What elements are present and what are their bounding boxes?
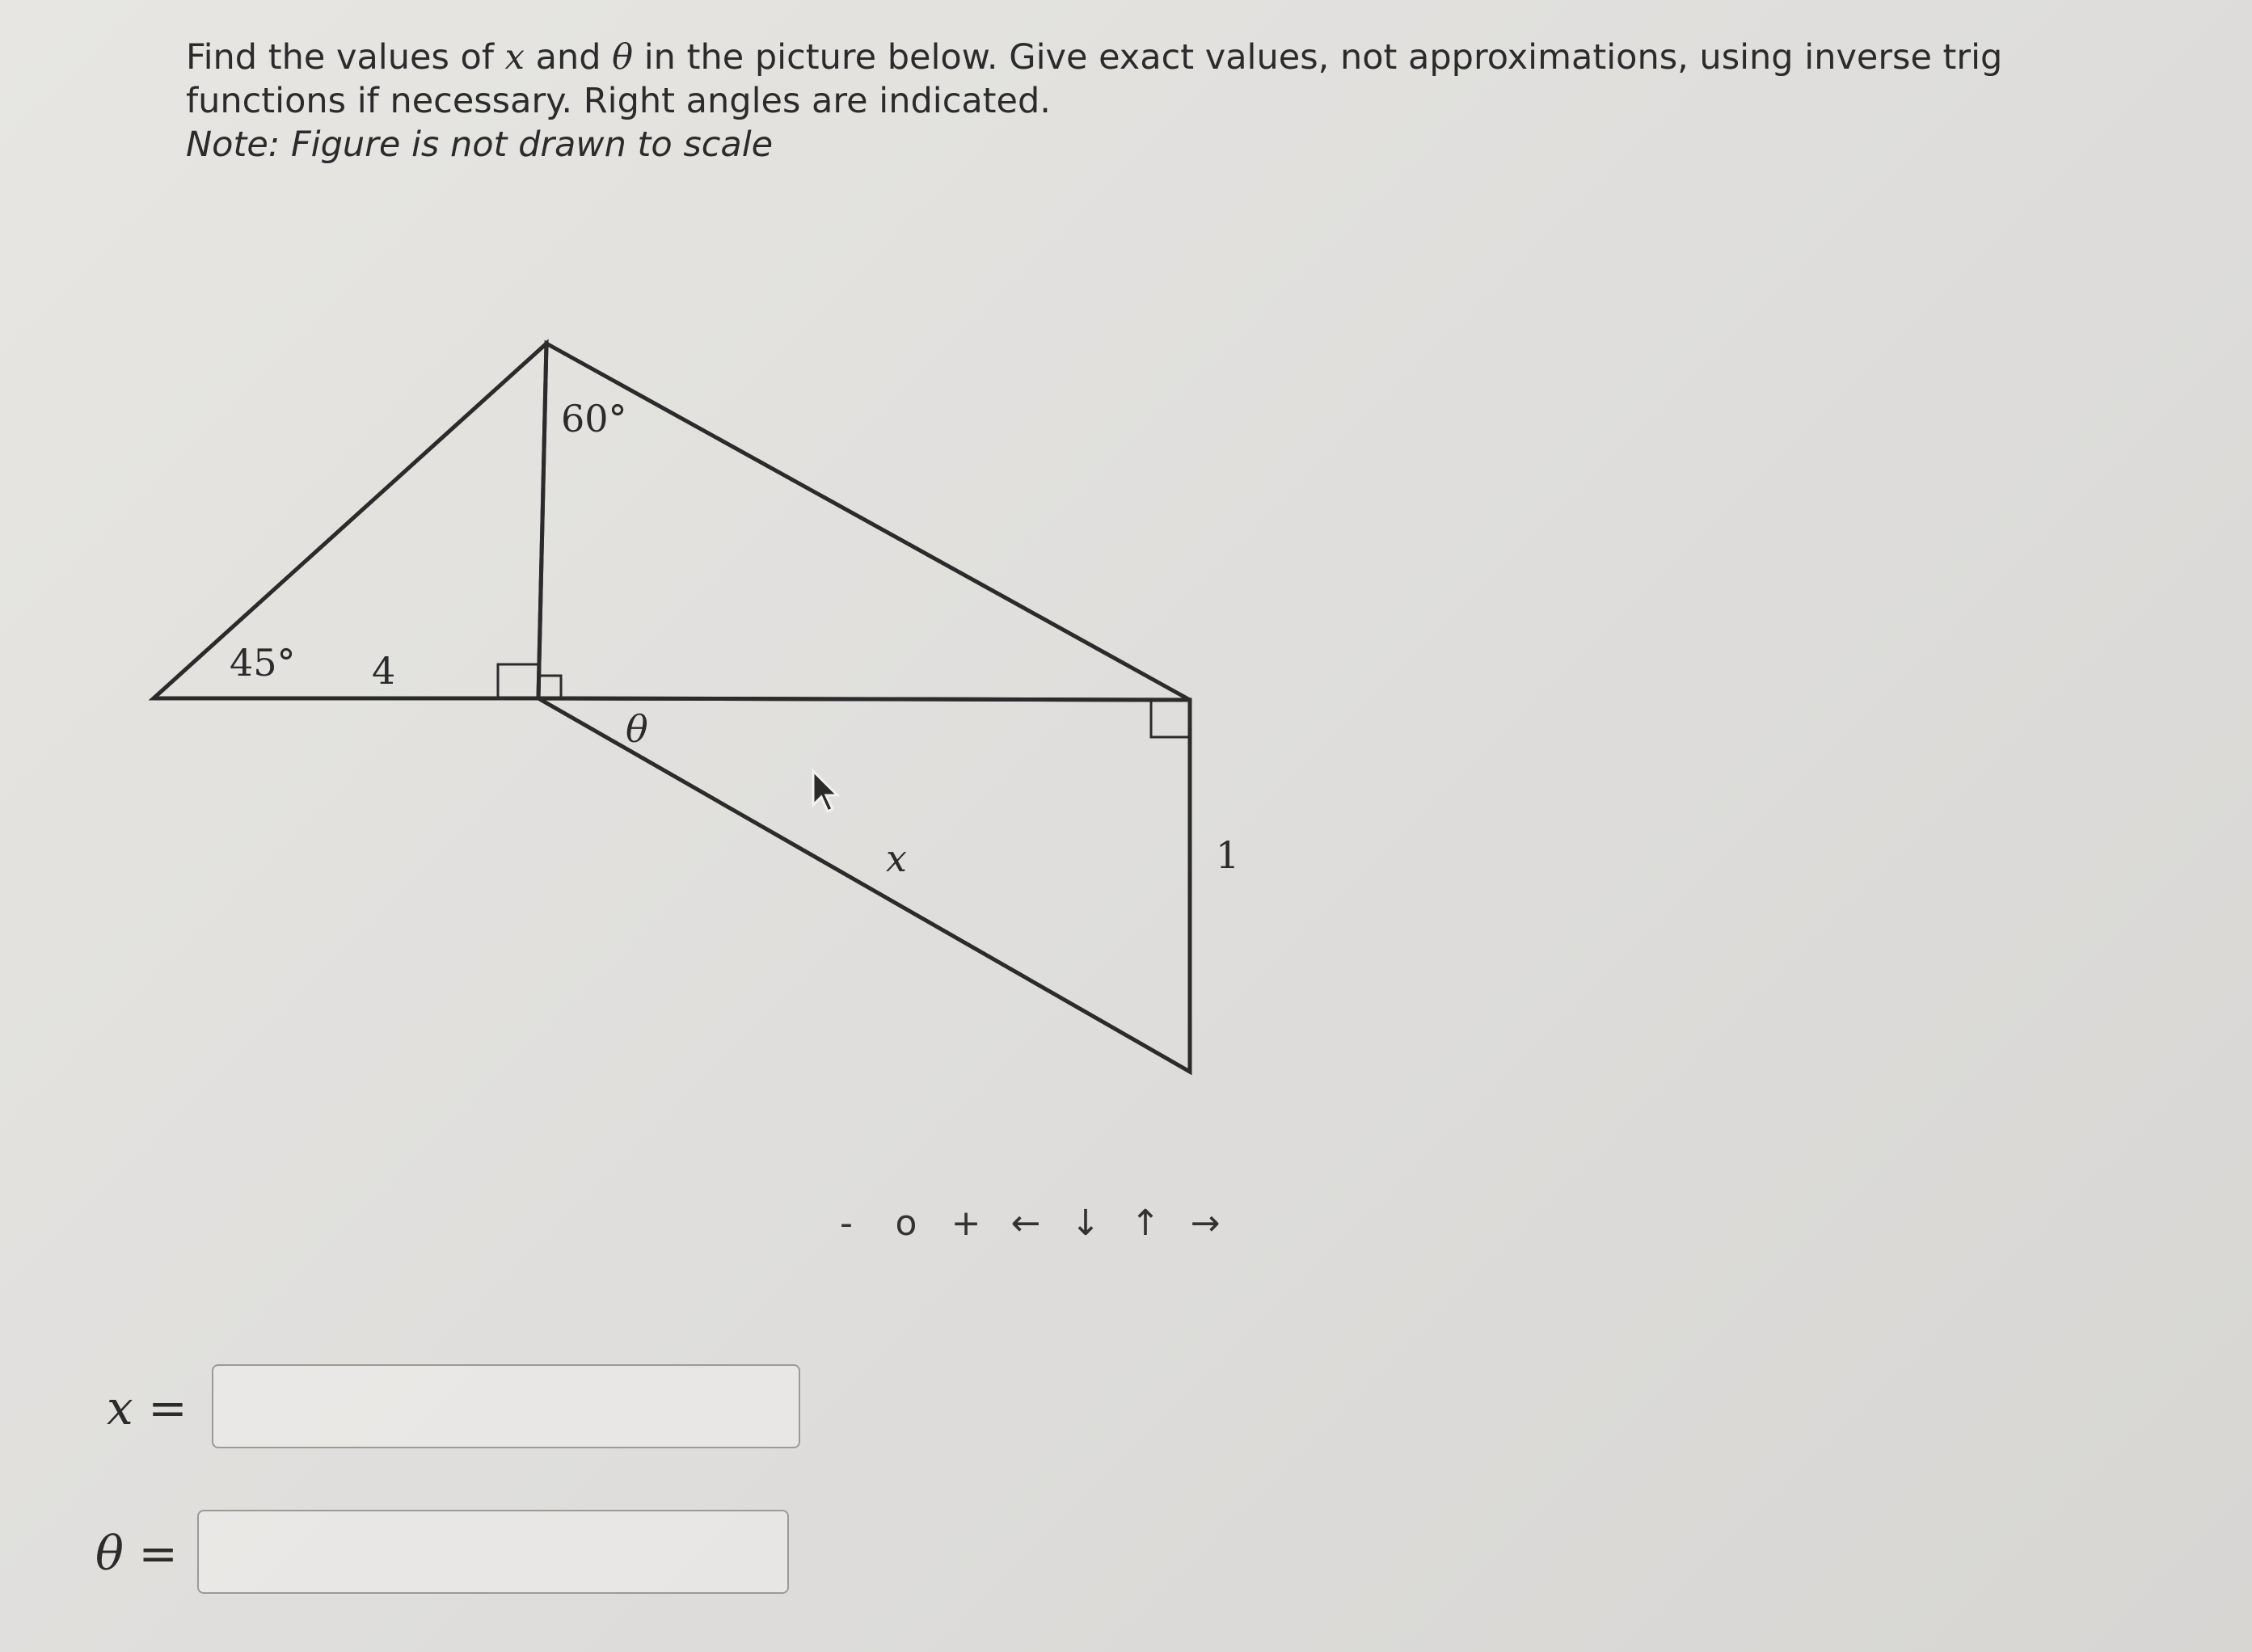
x-answer-var: x xyxy=(107,1380,133,1435)
theta-answer-var: θ xyxy=(95,1526,124,1581)
pan-right-button[interactable]: → xyxy=(1190,1202,1221,1244)
theta-answer-input[interactable] xyxy=(197,1510,789,1594)
prompt-text: and xyxy=(524,37,613,78)
prompt-note: Note: Figure is not drawn to scale xyxy=(186,124,774,165)
right-angle-mark-left xyxy=(498,664,538,698)
side-4-label: 4 xyxy=(372,649,396,693)
zoom-in-button[interactable]: + xyxy=(951,1202,981,1244)
pan-up-button[interactable]: ↑ xyxy=(1130,1202,1161,1244)
right-angle-mark-right xyxy=(1151,700,1190,737)
reset-view-button[interactable]: o xyxy=(895,1202,917,1244)
x-answer-label xyxy=(107,1380,188,1435)
side-1-label: 1 xyxy=(1216,833,1240,877)
angle-45-label: 45° xyxy=(230,641,296,685)
prompt-text: in the picture below. Give exact values, not approximations, using inverse trig xyxy=(633,37,2003,78)
side-x-label: x xyxy=(886,837,907,880)
theta-answer-label xyxy=(95,1526,178,1581)
prompt-line-2: functions if necessary. Right angles are indicated. xyxy=(186,81,1051,121)
equals-sign: = xyxy=(148,1380,188,1435)
lower-triangle xyxy=(538,698,1190,1072)
left-triangle xyxy=(154,343,546,698)
x-answer-input[interactable] xyxy=(212,1364,800,1448)
upper-triangle xyxy=(538,343,1190,700)
angle-theta-label: θ xyxy=(626,707,648,751)
pan-down-button[interactable]: ↓ xyxy=(1070,1202,1101,1244)
angle-60-label: 60° xyxy=(561,397,627,440)
pan-left-button[interactable]: ← xyxy=(1010,1202,1041,1244)
zoom-out-button[interactable]: - xyxy=(840,1202,853,1244)
right-angle-mark-center xyxy=(538,676,561,698)
prompt-var-theta: θ xyxy=(612,37,634,78)
mouse-pointer-icon xyxy=(810,768,842,816)
prompt-var-x: x xyxy=(504,37,525,78)
figure-toolbar xyxy=(816,1195,1235,1251)
equals-sign: = xyxy=(138,1526,178,1581)
prompt-text: Find the values of xyxy=(186,37,505,78)
